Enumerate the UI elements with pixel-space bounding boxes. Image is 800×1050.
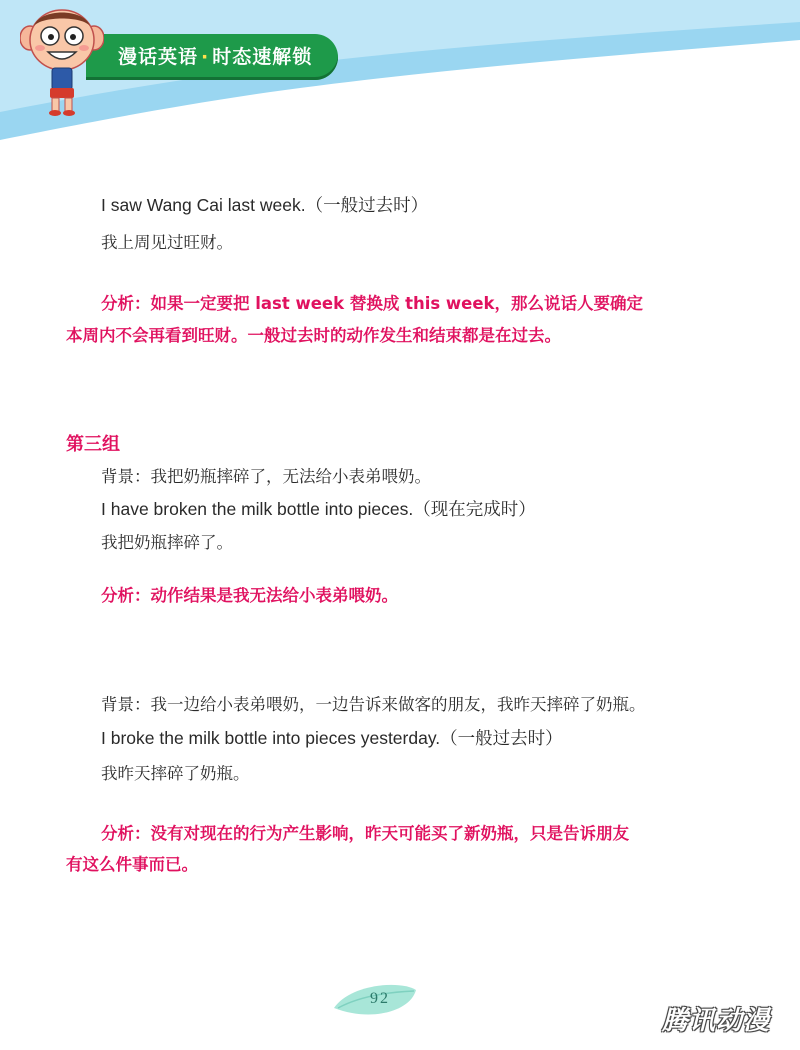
watermark-logo: 腾讯动漫 bbox=[662, 1006, 771, 1036]
analysis-1-line-2: 本周内不会再看到旺财。一般过去时的动作发生和结束都是在过去。 bbox=[66, 326, 561, 345]
sentence-english-1: I saw Wang Cai last week.（一般过去时） bbox=[101, 195, 429, 215]
sentence-english-3: I broke the milk bottle into pieces yesterday.（一般过去时） bbox=[101, 728, 563, 748]
page-number: 92 bbox=[370, 990, 390, 1007]
sentence-chinese-3: 我昨天摔碎了奶瓶。 bbox=[101, 764, 250, 783]
background-2: 背景：我一边给小表弟喂奶，一边告诉来做客的朋友，我昨天摔碎了奶瓶。 bbox=[101, 695, 646, 714]
analysis-3-line-2: 有这么件事而已。 bbox=[66, 855, 198, 874]
background-1: 背景：我把奶瓶摔碎了，无法给小表弟喂奶。 bbox=[101, 467, 431, 486]
sentence-chinese-1: 我上周见过旺财。 bbox=[101, 233, 233, 252]
sentence-chinese-2: 我把奶瓶摔碎了。 bbox=[101, 533, 233, 552]
analysis-2: 分析：动作结果是我无法给小表弟喂奶。 bbox=[101, 586, 398, 605]
analysis-1-line-1: 分析：如果一定要把 last week 替换成 this week，那么说话人要确定 bbox=[101, 294, 644, 313]
header-title-sub: 时态速解锁 bbox=[212, 46, 313, 68]
header-title bbox=[118, 42, 312, 72]
header-title-main: 漫话英语 bbox=[118, 46, 199, 68]
header-title-separator: · bbox=[201, 46, 210, 68]
analysis-3-line-1: 分析：没有对现在的行为产生影响，昨天可能买了新奶瓶，只是告诉朋友 bbox=[101, 824, 629, 843]
group-title: 第三组 bbox=[66, 434, 120, 455]
mascot-character-icon bbox=[20, 4, 104, 116]
sentence-english-2: I have broken the milk bottle into pieces.（现在完成时） bbox=[101, 499, 536, 519]
